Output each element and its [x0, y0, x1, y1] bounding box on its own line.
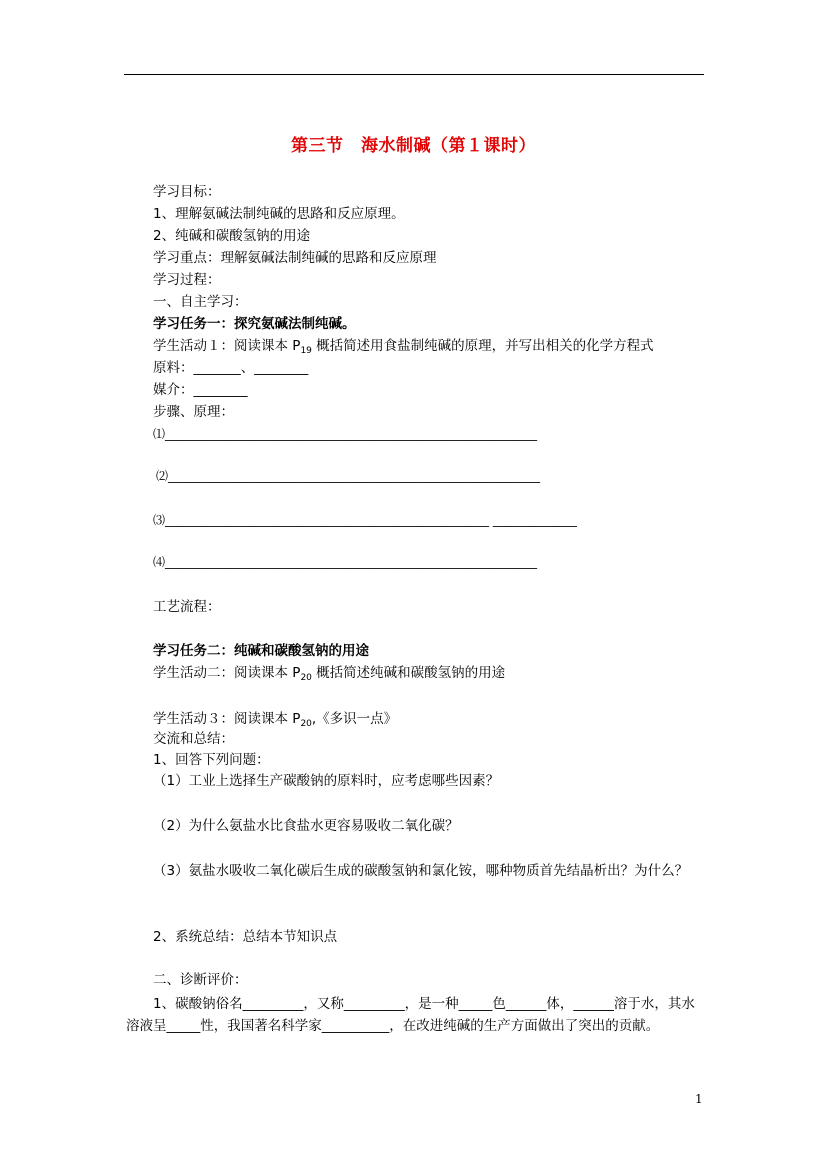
step-2-blank: ⑵______________________________________________________________ [156, 469, 541, 483]
section-2-heading: 二、诊断评价： [153, 972, 248, 988]
exchange-heading: 交流和总结： [153, 731, 234, 747]
key-point: 学习重点：理解氨碱法制纯碱的思路和反应原理 [153, 250, 437, 266]
activity-3 [153, 710, 397, 728]
activity-1-text: 学生活动１：阅读课本 P [153, 338, 301, 354]
activity-1-text-rest: 概括简述用食盐制纯碱的原理，并写出相关的化学方程式 [311, 338, 654, 354]
section-1-heading: 一、自主学习： [153, 294, 248, 310]
goal-1: 1、理解氨碱法制纯碱的思路和反应原理。 [153, 206, 405, 222]
process-heading: 学习过程： [153, 272, 221, 288]
medium-blank: 媒介：________ [153, 382, 248, 398]
page-title: 第三节 海水制碱（第１课时） [291, 136, 536, 156]
question-2: （2）为什么氨盐水比食盐水更容易吸收二氧化碳？ [153, 818, 459, 834]
question-3: （3）氨盐水吸收二氧化碳后生成的碳酸氢钠和氯化铵，哪种物质首先结晶析出？为什么？ [153, 863, 689, 879]
step-3-blank: ⑶______________________________________________________ ______________ [153, 513, 577, 527]
step-4-blank: ⑷______________________________________________________________ [153, 555, 538, 569]
activity-3-text-rest: ,《多识一点》 [311, 711, 398, 727]
page-number: 1 [695, 1092, 703, 1106]
process-flow-label: 工艺流程： [153, 599, 221, 615]
question-1: （1）工业上选择生产碳酸钠的原料时，应考虑哪些因素？ [153, 773, 500, 789]
activity-2-text-rest: 概括简述纯碱和碳酸氢钠的用途 [311, 665, 506, 681]
goal-2: 2、纯碱和碳酸氢钠的用途 [153, 228, 311, 244]
task-1-heading: 学习任务一：探究氨碱法制纯碱。 [153, 316, 356, 332]
system-summary: 2、系统总结：总结本节知识点 [153, 929, 338, 945]
raw-materials-blank: 原料：_______、________ [153, 360, 309, 376]
activity-2 [153, 664, 505, 682]
answer-heading: 1、回答下列问题： [153, 752, 270, 768]
steps-heading: 步骤、原理： [153, 404, 234, 420]
activity-1-page-sub: 19 [300, 346, 312, 356]
step-1-blank: ⑴______________________________________________________________ [153, 427, 538, 441]
activity-3-page-sub: 20 [300, 719, 312, 729]
task-2-heading: 学习任务二：纯碱和碳酸氢钠的用途 [153, 643, 369, 659]
activity-2-text: 学生活动二：阅读课本 P [153, 665, 301, 681]
goals-heading: 学习目标： [153, 184, 221, 200]
activity-1 [153, 337, 654, 355]
activity-2-page-sub: 20 [300, 673, 312, 683]
evaluation-question-1: 1、碳酸钠俗名_________，又称_________，是一种_____色______体，______溶于水，其水溶液呈_____性，我国著名科学家__________，在改进纯碱的生产方面做出了突出的贡献。 [126, 996, 695, 1034]
activity-3-text: 学生活动３：阅读课本 P [153, 711, 301, 727]
header-rule [124, 74, 704, 75]
